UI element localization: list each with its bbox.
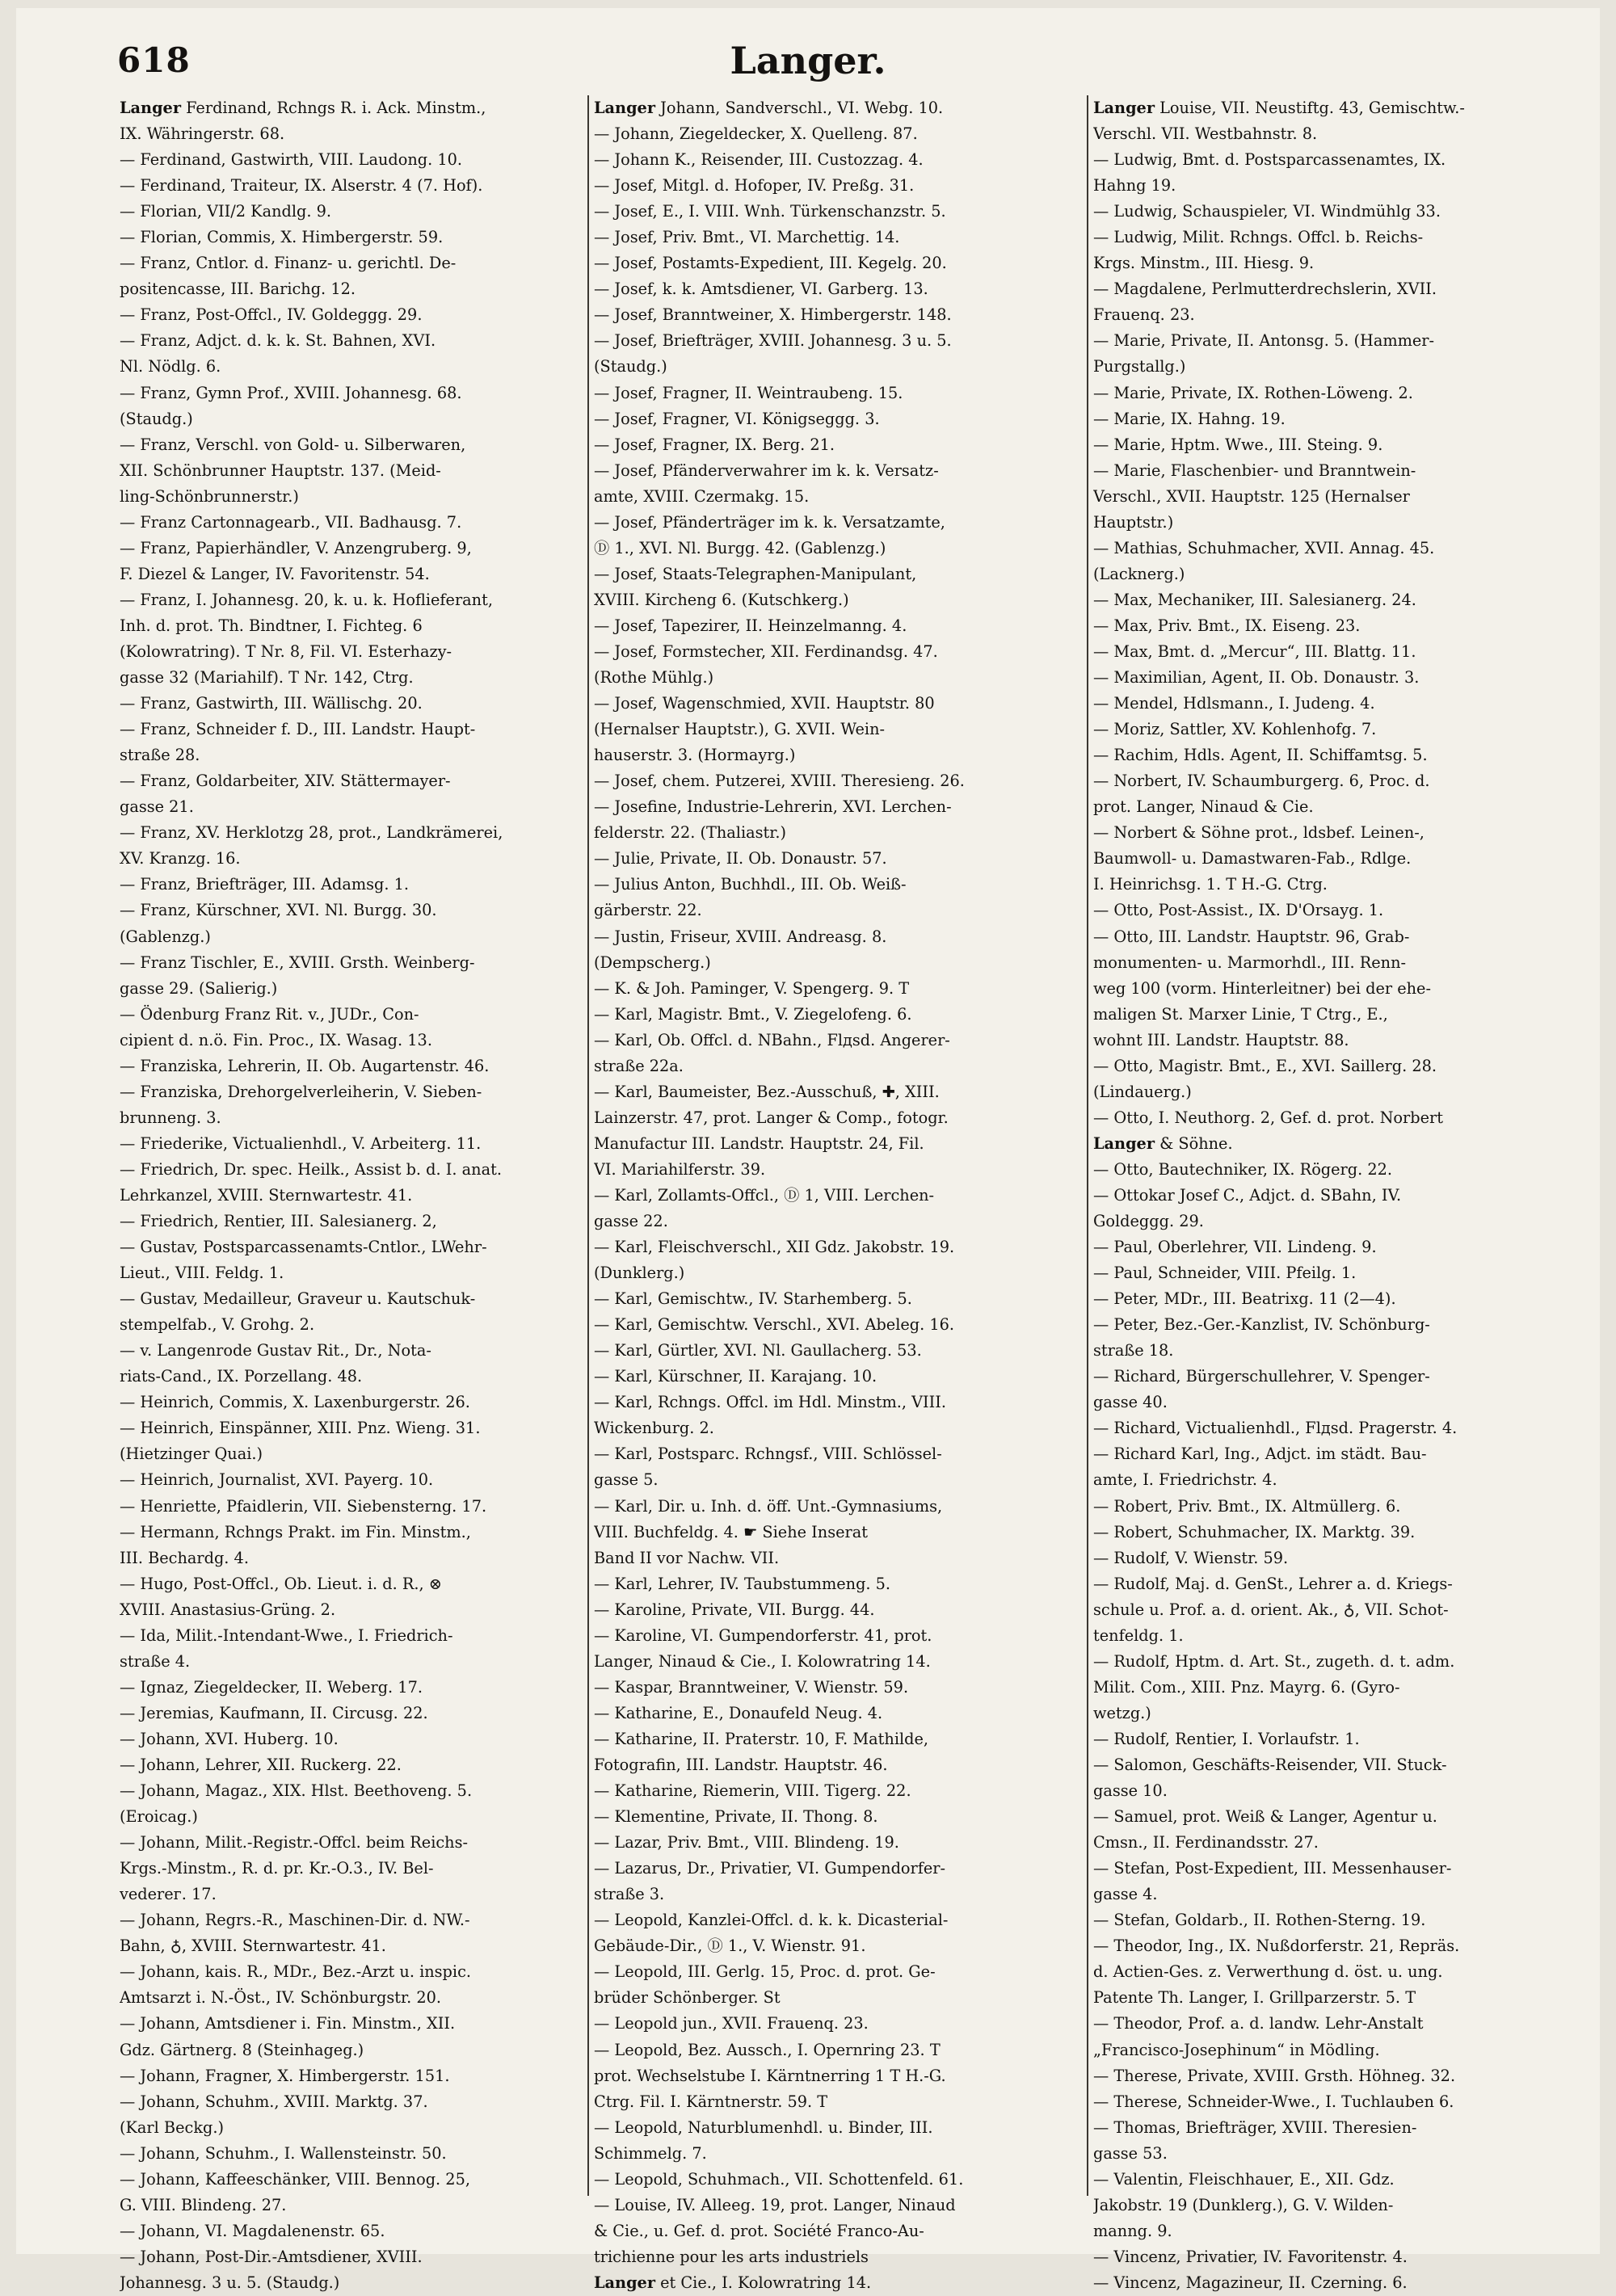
directory-entry-line: — Vincenz, Magazineur, II. Czerning. 6. xyxy=(1093,2273,1408,2292)
directory-entry-line: Milit. Com., XIII. Pnz. Mayrg. 6. (Gyro- xyxy=(1093,1677,1400,1697)
directory-entry-line: Ctrg. Fil. I. Kärntnerstr. 59. T xyxy=(594,2092,828,2111)
directory-entry-line: Inh. d. prot. Th. Bindtner, I. Fichteg. 6 xyxy=(120,616,423,635)
directory-entry-line: — Franz, Kürschner, XVI. Nl. Burgg. 30. xyxy=(120,901,437,920)
directory-entry-line: Johannesg. 3 u. 5. (Staudg.) xyxy=(120,2273,340,2292)
directory-entry-line: — Josef, Pfänderträger im k. k. Versatzamte, xyxy=(594,512,945,532)
directory-entry-line: — Karl, Lehrer, IV. Taubstummeng. 5. xyxy=(594,1574,891,1593)
directory-entry-line: — Karl, Dir. u. Inh. d. öff. Unt.-Gymnasiums, xyxy=(594,1496,943,1516)
directory-entry-line: — Marie, Private, IX. Rothen-Löweng. 2. xyxy=(1093,383,1413,402)
directory-entry-line: Cmsn., II. Ferdinandsstr. 27. xyxy=(1093,1833,1319,1852)
directory-entry-line: — Ottokar Josef C., Adjct. d. SBahn, IV. xyxy=(1093,1185,1402,1205)
directory-entry-line: prot. Langer, Ninaud & Cie. xyxy=(1093,797,1314,817)
directory-entry-line: — Theodor, Ing., IX. Nußdorferstr. 21, Repräs. xyxy=(1093,1936,1460,1956)
directory-entry-line: — Vincenz, Privatier, IV. Favoritenstr. 4. xyxy=(1093,2247,1408,2266)
directory-entry-line: — Kaspar, Branntweiner, V. Wienstr. 59. xyxy=(594,1677,909,1697)
directory-entry-line: — Mendel, Hdlsmann., I. Judeng. 4. xyxy=(1093,694,1375,713)
directory-entry-line: — Moriz, Sattler, XV. Kohlenhofg. 7. xyxy=(1093,720,1377,739)
directory-entry-line: (Kolowratring). T Nr. 8, Fil. VI. Esterhazy- xyxy=(120,641,452,661)
directory-entry-line: — Johann, Kaffeeschänker, VIII. Bennog. 25, xyxy=(120,2169,470,2189)
directory-entry-line: — Stefan, Post-Expedient, III. Messenhauser- xyxy=(1093,1859,1452,1878)
directory-entry-line: (Dempscherg.) xyxy=(594,952,711,972)
directory-entry-line: — Josef, Postamts-Expedient, III. Kegelg. 20. xyxy=(594,254,947,273)
directory-entry-line: Verschl., XVII. Hauptstr. 125 (Hernalser xyxy=(1093,486,1410,506)
directory-entry-line: riats-Cand., IX. Porzellang. 48. xyxy=(120,1367,363,1386)
directory-entry-line: — Johann K., Reisender, III. Custozzag. 4. xyxy=(594,150,924,170)
directory-entry-line: — Leopold, Kanzlei-Offcl. d. k. k. Dicasterial- xyxy=(594,1911,949,1930)
directory-entry-line: — Josef, Briefträger, XVIII. Johannesg. 3 u. 5. xyxy=(594,331,952,351)
directory-entry-line: — Karl, Kürschner, II. Karajang. 10. xyxy=(594,1367,877,1386)
directory-entry-line: — Karl, Ob. Offcl. d. NBahn., Flдsd. Angerer- xyxy=(594,1030,950,1049)
directory-entry-line: & Cie., u. Gef. d. prot. Société Franco-Au- xyxy=(594,2221,924,2240)
directory-entry-line: IX. Währingerstr. 68. xyxy=(120,124,285,144)
directory-entry-line: gasse 53. xyxy=(1093,2143,1168,2163)
directory-entry-line: Gebäude-Dir., Ⓓ 1., V. Wienstr. 91. xyxy=(594,1936,866,1956)
directory-entry-line: — Karl, Baumeister, Bez.-Ausschuß, ✚, XIII. xyxy=(594,1082,940,1101)
directory-entry-line: — Karl, Fleischverschl., XII Gdz. Jakobstr. 19. xyxy=(594,1238,955,1257)
directory-entry-line: gasse 10. xyxy=(1093,1781,1168,1801)
directory-entry-line: — Franz, Gymn Prof., XVIII. Johannesg. 68. xyxy=(120,383,462,402)
directory-entry-line: hauserstr. 3. (Hormayrg.) xyxy=(594,746,796,765)
directory-entry-line: „Francisco-Josephinum“ in Mödling. xyxy=(1093,2040,1380,2059)
directory-entry-line: — Johann, Magaz., XIX. Hlst. Beethoveng. 5. xyxy=(120,1781,473,1801)
directory-entry-line: — Josef, Branntweiner, X. Himbergerstr. 148. xyxy=(594,305,952,325)
directory-entry-line: — Karl, Zollamts-Offcl., Ⓓ 1, VIII. Lerchen- xyxy=(594,1185,935,1205)
directory-entry-line: — Norbert, IV. Schaumburgerg. 6, Proc. d. xyxy=(1093,772,1430,791)
directory-entry-line: straße 28. xyxy=(120,746,200,765)
directory-entry-line: — Otto, Magistr. Bmt., E., XVI. Saillerg. 28. xyxy=(1093,1056,1437,1075)
running-title: Langer. xyxy=(730,39,886,82)
directory-entry-line: — Johann, Milit.-Registr.-Offcl. beim Reichs- xyxy=(120,1833,468,1852)
directory-entry-line: — Therese, Private, XVIII. Grsth. Höhneg. 32. xyxy=(1093,2066,1456,2085)
directory-entry-line: gasse 21. xyxy=(120,797,194,817)
directory-entry-line: — Johann, Schuhm., XVIII. Marktg. 37. xyxy=(120,2092,428,2111)
directory-entry-line: straße 4. xyxy=(120,1651,191,1671)
directory-entry-line: — Josef, Pfänderverwahrer im k. k. Versatz- xyxy=(594,460,939,480)
directory-entry-line: wetzg.) xyxy=(1093,1703,1151,1722)
directory-entry-line: — Norbert & Söhne prot., ldsbef. Leinen-, xyxy=(1093,823,1425,843)
surname-heading-line: Langer et Cie., I. Kolowratring 14. xyxy=(594,2273,872,2292)
directory-entry-line: Baumwoll- u. Damastwaren-Fab., Rdlge. xyxy=(1093,849,1412,868)
directory-entry-line: — Rudolf, V. Wienstr. 59. xyxy=(1093,1548,1289,1567)
directory-entry-line: vederег. 17. xyxy=(120,1885,217,1904)
directory-entry-line: — Franz, Gastwirth, III. Wällischg. 20. xyxy=(120,694,423,713)
directory-entry-line: brüder Schönberger. St xyxy=(594,1988,781,2008)
directory-entry-line: — Johann, Schuhm., I. Wallensteinstr. 50. xyxy=(120,2143,447,2163)
directory-entry-line: schule u. Prof. a. d. orient. Ak., ♁, VII. Schot- xyxy=(1093,1600,1449,1619)
directory-entry-line: — Jeremias, Kaufmann, II. Circusg. 22. xyxy=(120,1703,428,1722)
directory-entry-line: Krgs.-Minstm., R. d. pr. Kr.-O.3., IV. Bel- xyxy=(120,1859,434,1878)
directory-entry-line: — Otto, Bautechniker, IX. Rögerg. 22. xyxy=(1093,1159,1393,1179)
directory-entry-line: — Klementine, Private, II. Thong. 8. xyxy=(594,1807,878,1827)
directory-entry-line: Jakobstr. 19 (Dunklerg.), G. V. Wilden- xyxy=(1093,2195,1394,2214)
directory-entry-line: Wickenburg. 2. xyxy=(594,1419,714,1438)
directory-entry-line: — Lazar, Priv. Bmt., VIII. Blindeng. 19. xyxy=(594,1833,899,1852)
directory-entry-line: — Karl, Gürtler, XVI. Nl. Gaullacherg. 53. xyxy=(594,1341,922,1360)
directory-entry-line: felderstr. 22. (Thaliastr.) xyxy=(594,823,786,843)
directory-entry-line: — Otto, Post-Assist., IX. D'Orsayg. 1. xyxy=(1093,901,1384,920)
directory-entry-line: amte, XVIII. Czermakg. 15. xyxy=(594,486,810,506)
directory-entry-line: — Marie, IX. Hahng. 19. xyxy=(1093,409,1286,428)
directory-entry-line: — Otto, III. Landstr. Hauptstr. 96, Grab- xyxy=(1093,927,1410,946)
directory-entry-line: — Lazarus, Dr., Privatier, VI. Gumpendorfer- xyxy=(594,1859,946,1878)
directory-entry-line: — Josef, Formstecher, XII. Ferdinandsg. 47. xyxy=(594,641,938,661)
directory-entry-line: — Max, Mechaniker, III. Salesianerg. 24. xyxy=(1093,590,1416,609)
directory-entry-line: — Franz, XV. Herklotzg 28, prot., Landkrämerei, xyxy=(120,823,503,843)
directory-entry-line: — Josef, Mitgl. d. Hofoper, IV. Preßg. 31. xyxy=(594,176,915,196)
directory-entry-line: — Ludwig, Bmt. d. Postsparcassenamtes, IX. xyxy=(1093,150,1446,170)
directory-entry-line: Krgs. Minstm., III. Hiesg. 9. xyxy=(1093,254,1315,273)
directory-entry-line: — Hugo, Post-Offcl., Ob. Lieut. i. d. R., ⊗ xyxy=(120,1574,442,1593)
directory-entry-line: — Heinrich, Commis, X. Laxenburgerstr. 26. xyxy=(120,1393,470,1412)
directory-entry-line: — Maximilian, Agent, II. Ob. Donaustr. 3. xyxy=(1093,668,1420,688)
directory-entry-line: — Justin, Friseur, XVIII. Andreasg. 8. xyxy=(594,927,887,946)
directory-entry-line: (Staudg.) xyxy=(594,357,667,376)
directory-entry-line: Lainzerstr. 47, prot. Langer & Comp., fotogr. xyxy=(594,1108,949,1127)
directory-entry-line: XVIII. Anastasius-Grüng. 2. xyxy=(120,1600,336,1619)
directory-entry-line: — Salomon, Geschäfts-Reisender, VII. Stuck- xyxy=(1093,1756,1447,1774)
directory-entry-line: straße 22a. xyxy=(594,1056,684,1075)
directory-page xyxy=(16,8,1600,2292)
directory-entry-line: — Ludwig, Schauspieler, VI. Windmühlg 33. xyxy=(1093,202,1441,221)
directory-entry-line: — Max, Priv. Bmt., IX. Eiseng. 23. xyxy=(1093,616,1361,635)
directory-entry-line: — Leopold, Naturblumenhdl. u. Binder, III. xyxy=(594,2117,933,2137)
directory-entry-line: Hauptstr.) xyxy=(1093,512,1174,532)
directory-entry-line: — Therese, Schneider-Wwe., I. Tuchlauben 6. xyxy=(1093,2092,1454,2111)
directory-entry-line: — Karl, Magistr. Bmt., V. Ziegelofeng. 6. xyxy=(594,1004,912,1024)
directory-entry-line: — Valentin, Fleischhauer, E., XII. Gdz. xyxy=(1093,2169,1395,2189)
directory-entry-line: d. Actien-Ges. z. Verwerthung d. öst. u. ung. xyxy=(1093,1962,1443,1982)
directory-entry-line: (Gablenzg.) xyxy=(120,927,211,946)
directory-entry-line: — Johann, Amtsdiener i. Fin. Minstm., XII. xyxy=(120,2014,456,2033)
directory-entry-line: gasse 32 (Mariahilf). T Nr. 142, Ctrg. xyxy=(120,668,414,688)
directory-entry-line: — Stefan, Goldarb., II. Rothen-Sterng. 19. xyxy=(1093,1911,1426,1930)
directory-entry-line: — Karoline, VI. Gumpendorferstr. 41, prot. xyxy=(594,1625,932,1645)
directory-entry-line: — Gustav, Medailleur, Graveur u. Kautschuk- xyxy=(120,1289,476,1309)
directory-entry-line: — Florian, VII/2 Kandlg. 9. xyxy=(120,202,331,221)
directory-entry-line: Amtsarzt i. N.-Öst., IV. Schönburgstr. 20. xyxy=(120,1988,442,2008)
directory-entry-line: — Peter, Bez.-Ger.-Kanzlist, IV. Schönburg- xyxy=(1093,1315,1430,1335)
directory-entry-line: — Ignaz, Ziegeldecker, II. Weberg. 17. xyxy=(120,1677,423,1697)
directory-entry-line: — Johann, VI. Magdalenenstr. 65. xyxy=(120,2221,385,2240)
directory-entry-line: Purgstallg.) xyxy=(1093,357,1186,376)
directory-entry-line: — K. & Joh. Paminger, V. Spengerg. 9. T xyxy=(594,978,910,998)
directory-entry-line: — Johann, Lehrer, XII. Ruckerg. 22. xyxy=(120,1756,402,1774)
directory-entry-line: tenfeldg. 1. xyxy=(1093,1625,1184,1645)
directory-entry-line: — Josef, Wagenschmied, XVII. Hauptstr. 80 xyxy=(594,694,935,713)
directory-entry-line: gasse 22. xyxy=(594,1212,668,1231)
directory-entry-line: monumenten- u. Marmorhdl., III. Renn- xyxy=(1093,952,1406,972)
directory-entry-line: — Paul, Oberlehrer, VII. Lindeng. 9. xyxy=(1093,1238,1377,1257)
directory-entry-line: gasse 4. xyxy=(1093,1885,1158,1904)
directory-entry-line: — Josef, Priv. Bmt., VI. Marchettig. 14. xyxy=(594,228,900,247)
directory-entry-line: manng. 9. xyxy=(1093,2221,1172,2240)
directory-entry-line: — Rachim, Hdls. Agent, II. Schiffamtsg. 5. xyxy=(1093,746,1428,765)
directory-entry-line: — Marie, Private, II. Antonsg. 5. (Hammer- xyxy=(1093,331,1435,351)
page-number: 618 xyxy=(117,40,191,80)
directory-entry-line: VIII. Buchfeldg. 4. ☛ Siehe Inserat xyxy=(594,1522,868,1541)
directory-entry-line: — Katharine, Riemerin, VIII. Tigerg. 22. xyxy=(594,1781,911,1801)
directory-entry-line: XII. Schönbrunner Hauptstr. 137. (Meid- xyxy=(120,460,441,480)
directory-entry-line: — Henriette, Pfaidlerin, VII. Siebensterng. 17. xyxy=(120,1496,487,1516)
directory-entry-line: wohnt III. Landstr. Hauptstr. 88. xyxy=(1093,1030,1349,1049)
directory-entry-line: — Gustav, Postsparcassenamts-Cntlor., LWehr- xyxy=(120,1238,487,1257)
directory-entry-line: weg 100 (vorm. Hinterleitner) bei der ehe- xyxy=(1093,978,1431,998)
column-divider xyxy=(587,95,589,2196)
directory-entry-line: Gdz. Gärtnerg. 8 (Steinhageg.) xyxy=(120,2040,364,2059)
directory-entry-line: (Hernalser Hauptstr.), G. XVII. Wein- xyxy=(594,720,886,739)
directory-entry-line: — Friedrich, Rentier, III. Salesianerg. 2, xyxy=(120,1212,437,1231)
directory-entry-line: — Marie, Hptm. Wwe., III. Steing. 9. xyxy=(1093,435,1383,454)
directory-entry-line: — Richard, Victualienhdl., Flдsd. Pragerstr. 4. xyxy=(1093,1419,1458,1438)
directory-entry-line: — Karl, Gemischtw., IV. Starhemberg. 5. xyxy=(594,1289,912,1309)
directory-entry-line: (Eroicag.) xyxy=(120,1807,198,1827)
directory-entry-line: — Paul, Schneider, VIII. Pfeilg. 1. xyxy=(1093,1264,1357,1283)
directory-entry-line: straße 18. xyxy=(1093,1341,1174,1360)
surname-heading-line: Langer Ferdinand, Rchngs R. i. Ack. Minstm., xyxy=(120,99,486,117)
directory-entry-line: XV. Kranzg. 16. xyxy=(120,849,241,868)
directory-entry-line: III. Bechardg. 4. xyxy=(120,1548,249,1567)
directory-entry-line: Manufactur III. Landstr. Hauptstr. 24, Fil. xyxy=(594,1133,924,1153)
directory-entry-line: — Franz, Adjct. d. k. k. St. Bahnen, XVI. xyxy=(120,331,436,351)
directory-entry-line: gasse 40. xyxy=(1093,1393,1168,1412)
directory-entry-line: F. Diezel & Langer, IV. Favoritenstr. 54. xyxy=(120,564,430,583)
directory-entry-line: — Karl, Gemischtw. Verschl., XVI. Abeleg. 16. xyxy=(594,1315,955,1335)
directory-entry-line: (Dunklerg.) xyxy=(594,1264,685,1283)
directory-entry-line: — Samuel, prot. Weiß & Langer, Agentur u. xyxy=(1093,1807,1437,1827)
directory-entry-line: — Rudolf, Hptm. d. Art. St., zugeth. d. t. adm. xyxy=(1093,1651,1455,1671)
directory-entry-line: — Karl, Postsparc. Rchngsf., VIII. Schlössel- xyxy=(594,1444,942,1464)
directory-entry-line: — Ödenburg Franz Rit. v., JUDr., Con- xyxy=(120,1004,419,1024)
directory-entry-line: (Lacknerg.) xyxy=(1093,564,1185,583)
surname-heading-line: Langer Johann, Sandverschl., VI. Webg. 10. xyxy=(594,99,944,117)
directory-entry-line: gasse 5. xyxy=(594,1470,659,1490)
directory-entry-line: (Staudg.) xyxy=(120,409,193,428)
directory-entry-line: Nl. Nödlg. 6. xyxy=(120,357,221,376)
directory-entry-line: — Louise, IV. Alleeg. 19, prot. Langer, Ninaud xyxy=(594,2195,956,2214)
directory-entry-line: — Heinrich, Einspänner, XIII. Pnz. Wieng. 31. xyxy=(120,1419,481,1438)
directory-entry-line: — Karoline, Private, VII. Burgg. 44. xyxy=(594,1600,875,1619)
directory-entry-line: — Max, Bmt. d. „Mercur“, III. Blattg. 11. xyxy=(1093,641,1416,661)
directory-entry-line: Lieut., VIII. Feldg. 1. xyxy=(120,1264,284,1283)
directory-entry-line: — Theodor, Prof. a. d. landw. Lehr-Anstalt xyxy=(1093,2014,1424,2033)
directory-entry-line: — Marie, Flaschenbier- und Branntwein- xyxy=(1093,460,1416,480)
directory-entry-line: — Richard, Bürgerschullehrer, V. Spenger- xyxy=(1093,1367,1430,1386)
directory-entry-line: — Josefine, Industrie-Lehrerin, XVI. Lerchen- xyxy=(594,797,952,817)
directory-entry-line: — Mathias, Schuhmacher, XVII. Annag. 45. xyxy=(1093,538,1435,557)
directory-entry-line: — Richard Karl, Ing., Adjct. im städt. Bau- xyxy=(1093,1444,1427,1464)
directory-entry-line: — Franz, I. Johannesg. 20, k. u. k. Hoflieferant, xyxy=(120,590,493,609)
directory-entry-line: — Ferdinand, Gastwirth, VIII. Laudong. 10. xyxy=(120,150,463,170)
directory-entry-line: Fotografin, III. Landstr. Hauptstr. 46. xyxy=(594,1756,888,1774)
directory-entry-line: — Josef, chem. Putzerei, XVIII. Theresieng. 26. xyxy=(594,772,965,791)
entries-column-1 xyxy=(120,95,580,2296)
directory-entry-line: — Franz, Goldarbeiter, XIV. Stättermayer- xyxy=(120,772,451,791)
directory-entry-line: — Leopold, III. Gerlg. 15, Proc. d. prot. Ge- xyxy=(594,1962,936,1982)
directory-entry-line: Frauenq. 23. xyxy=(1093,305,1195,325)
directory-entry-line: — Julie, Private, II. Ob. Donaustr. 57. xyxy=(594,849,887,868)
directory-entry-line: — Josef, Fragner, IX. Berg. 21. xyxy=(594,435,835,454)
directory-entry-line: Langer, Ninaud & Cie., I. Kolowratring 14. xyxy=(594,1651,931,1671)
directory-entry-line: — Magdalene, Perlmutterdrechslerin, XVII. xyxy=(1093,280,1437,299)
directory-entry-line: — Leopold, Bez. Aussch., I. Opernring 23. T xyxy=(594,2040,941,2059)
directory-entry-line: stempelfab., V. Grohg. 2. xyxy=(120,1315,315,1335)
directory-entry-line: — Leopold, Schuhmach., VII. Schottenfeld. 61. xyxy=(594,2169,964,2189)
directory-entry-line: — Hermann, Rchngs Prakt. im Fin. Minstm., xyxy=(120,1522,471,1541)
directory-entry-line: — Johann, Regrs.-R., Maschinen-Dir. d. NW.- xyxy=(120,1911,470,1930)
directory-entry-line: — Ferdinand, Traiteur, IX. Alserstr. 4 (7. Hof). xyxy=(120,176,483,196)
directory-entry-line: — Ida, Milit.-Intendant-Wwe., I. Friedrich- xyxy=(120,1625,453,1645)
directory-entry-line: (Lindauerg.) xyxy=(1093,1082,1192,1101)
directory-entry-line: — Josef, Fragner, II. Weintraubeng. 15. xyxy=(594,383,903,402)
directory-entry-line: — Peter, MDr., III. Beatrixg. 11 (2—4). xyxy=(1093,1289,1396,1309)
directory-entry-line: prot. Wechselstube I. Kärntnerring 1 T H.-G. xyxy=(594,2066,946,2085)
directory-entry-line: Bahn, ♁, XVIII. Sternwartestr. 41. xyxy=(120,1936,386,1956)
directory-entry-line: VI. Mariahilferstr. 39. xyxy=(594,1159,766,1179)
surname-heading-line: Langer & Söhne. xyxy=(1093,1133,1233,1153)
directory-entry-line: G. VIII. Blindeng. 27. xyxy=(120,2195,287,2214)
directory-entry-line: — Robert, Schuhmacher, IX. Marktg. 39. xyxy=(1093,1522,1416,1541)
directory-entry-line: — Franz Cartonnagearb., VII. Badhausg. 7. xyxy=(120,512,462,532)
surname-heading-line: Langer Louise, VII. Neustiftg. 43, Gemischtw.- xyxy=(1093,99,1465,117)
directory-entry-line: — Johann, kais. R., MDr., Bez.-Arzt u. inspic. xyxy=(120,1962,471,1982)
directory-entry-line: positencasse, III. Barichg. 12. xyxy=(120,280,356,299)
directory-entry-line: maligen St. Marxer Linie, T Ctrg., E., xyxy=(1093,1004,1388,1024)
directory-entry-line: — Johann, Fragner, X. Himbergerstr. 151. xyxy=(120,2066,450,2085)
directory-entry-line: — Florian, Commis, X. Himbergerstr. 59. xyxy=(120,228,444,247)
directory-entry-line: (Karl Beckg.) xyxy=(120,2117,224,2137)
directory-entry-line: — Josef, E., I. VIII. Wnh. Türkenschanzstr. 5. xyxy=(594,202,946,221)
directory-entry-line: — Josef, Staats-Telegraphen-Manipulant, xyxy=(594,564,917,583)
directory-entry-line: ling-Schönbrunnerstr.) xyxy=(120,486,299,506)
directory-entry-line: — Johann, Post-Dir.-Amtsdiener, XVIII. xyxy=(120,2247,423,2266)
directory-entry-line: — Karl, Rchngs. Offcl. im Hdl. Minstm., VIII. xyxy=(594,1393,947,1412)
directory-entry-line: — Johann, XVI. Huberg. 10. xyxy=(120,1729,339,1748)
directory-entry-line: Schimmelg. 7. xyxy=(594,2143,707,2163)
directory-entry-line: — Rudolf, Rentier, I. Vorlaufstr. 1. xyxy=(1093,1729,1360,1748)
directory-entry-line: Goldeggg. 29. xyxy=(1093,1212,1204,1231)
entries-column-2 xyxy=(594,95,1054,2296)
directory-entry-line: Hahng 19. xyxy=(1093,176,1176,196)
directory-entry-line: I. Heinrichsg. 1. T H.-G. Ctrg. xyxy=(1093,875,1328,894)
directory-entry-line: (Rothe Mühlg.) xyxy=(594,668,714,688)
directory-entry-line: Band II vor Nachw. VII. xyxy=(594,1548,780,1567)
directory-entry-line: — Franziska, Drehorgelverleiherin, V. Sieben- xyxy=(120,1082,482,1101)
directory-entry-line: brunneng. 3. xyxy=(120,1108,221,1127)
directory-entry-line: Verschl. VII. Westbahnstr. 8. xyxy=(1093,124,1318,144)
directory-entry-line: — Thomas, Briefträger, XVIII. Theresien- xyxy=(1093,2117,1417,2137)
directory-entry-line: — Josef, k. k. Amtsdiener, VI. Garberg. 13. xyxy=(594,280,928,299)
directory-entry-line: XVIII. Kircheng 6. (Kutschkerg.) xyxy=(594,590,849,609)
directory-entry-line: — Franziska, Lehrerin, II. Ob. Augartenstr. 46. xyxy=(120,1056,490,1075)
directory-entry-line: cipient d. n.ö. Fin. Proc., IX. Wasag. 13. xyxy=(120,1030,432,1049)
entries-column-3 xyxy=(1093,95,1554,2296)
directory-entry-line: gärberstr. 22. xyxy=(594,901,702,920)
directory-entry-line: — Franz, Cntlor. d. Finanz- u. gerichtl. De- xyxy=(120,254,457,273)
directory-entry-line: — Otto, I. Neuthorg. 2, Gef. d. prot. Norbert xyxy=(1093,1108,1443,1127)
directory-entry-line: trichienne pour les arts industriels xyxy=(594,2247,869,2266)
directory-entry-line: — Friederike, Victualienhdl., V. Arbeiterg. 11. xyxy=(120,1133,482,1153)
column-divider xyxy=(1087,95,1088,2196)
directory-entry-line: — Leopold jun., XVII. Frauenq. 23. xyxy=(594,2014,869,2033)
directory-entry-line: — Katharine, II. Praterstr. 10, F. Mathilde, xyxy=(594,1729,929,1748)
directory-entry-line: — Johann, Ziegeldecker, X. Quelleng. 87. xyxy=(594,124,918,144)
directory-entry-line: — Robert, Priv. Bmt., IX. Altmüllerg. 6. xyxy=(1093,1496,1401,1516)
directory-entry-line: — Josef, Tapezirer, II. Heinzelmanng. 4. xyxy=(594,616,907,635)
directory-entry-line: — Franz Tischler, E., XVIII. Grsth. Weinberg- xyxy=(120,952,475,972)
directory-entry-line: — Franz, Schneider f. D., III. Landstr. Haupt- xyxy=(120,720,476,739)
directory-entry-line: — Franz, Briefträger, III. Adamsg. 1. xyxy=(120,875,410,894)
directory-entry-line: — Katharine, E., Donaufeld Neug. 4. xyxy=(594,1703,883,1722)
directory-entry-line: Patente Th. Langer, I. Grillparzerstr. 5. T xyxy=(1093,1988,1416,2008)
directory-entry-line: — v. Langenrode Gustav Rit., Dr., Nota- xyxy=(120,1341,431,1360)
directory-entry-line: (Hietzinger Quai.) xyxy=(120,1444,263,1464)
directory-entry-line: — Franz, Post-Offcl., IV. Goldeggg. 29. xyxy=(120,305,423,325)
directory-entry-line: — Franz, Papierhändler, V. Anzengruberg. 9, xyxy=(120,538,472,557)
directory-entry-line: — Friedrich, Dr. spec. Heilk., Assist b. d. I. anat. xyxy=(120,1159,502,1179)
page-header xyxy=(16,8,1600,105)
directory-entry-line: — Franz, Verschl. von Gold- u. Silberwaren, xyxy=(120,435,466,454)
directory-entry-line: amte, I. Friedrichstr. 4. xyxy=(1093,1470,1277,1490)
directory-entry-line: — Heinrich, Journalist, XVI. Payerg. 10. xyxy=(120,1470,434,1490)
directory-entry-line: straße 3. xyxy=(594,1885,665,1904)
directory-entry-line: — Rudolf, Maj. d. GenSt., Lehrer a. d. Kriegs- xyxy=(1093,1574,1453,1593)
directory-entry-line: — Ludwig, Milit. Rchngs. Offcl. b. Reichs- xyxy=(1093,228,1424,247)
directory-entry-line: Lehrkanzel, XVIII. Sternwartestr. 41. xyxy=(120,1185,413,1205)
directory-entry-line: gasse 29. (Salierig.) xyxy=(120,978,278,998)
directory-entry-line: — Julius Anton, Buchhdl., III. Ob. Weiß- xyxy=(594,875,907,894)
directory-entry-line: — Josef, Fragner, VI. Königseggg. 3. xyxy=(594,409,880,428)
directory-entry-line: Ⓓ 1., XVI. Nl. Burgg. 42. (Gablenzg.) xyxy=(594,538,886,557)
